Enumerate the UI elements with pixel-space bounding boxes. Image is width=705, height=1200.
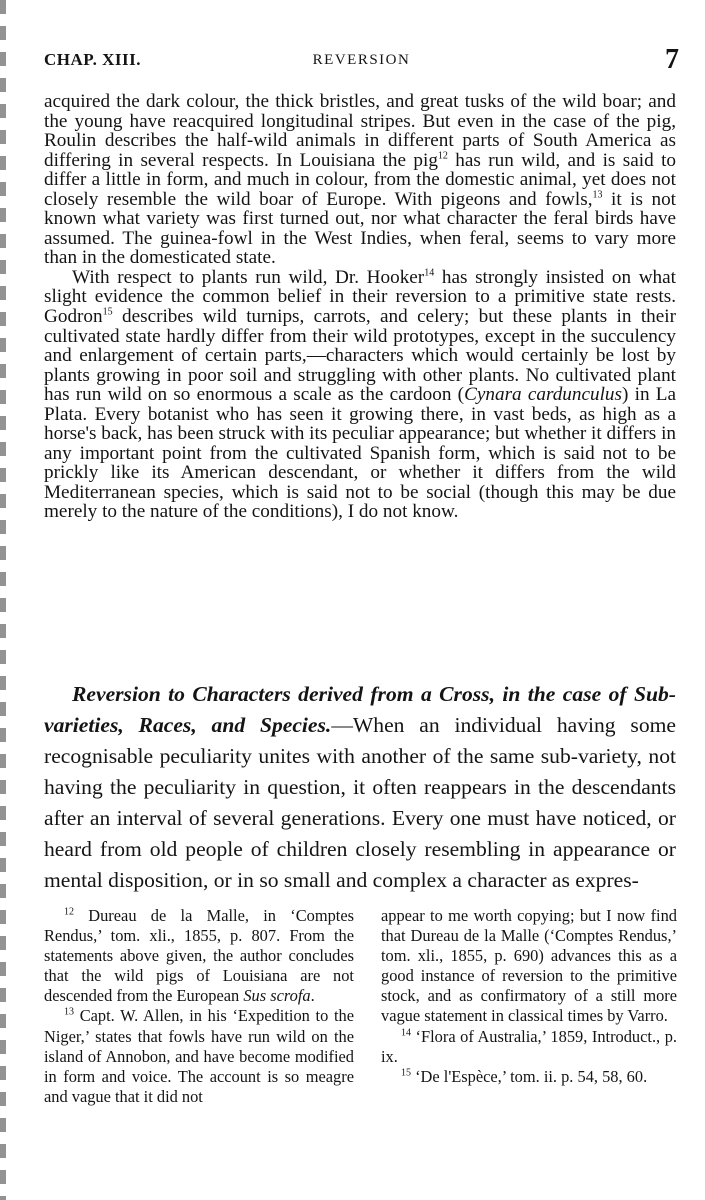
footnote-ref-12[interactable]: 12 xyxy=(437,150,448,162)
section-heading: Reversion to Characters derived from a Cross, in the case of Sub-varieties, Races, and Species. xyxy=(44,682,676,737)
p2-text-b: has strongly insisted on what slight evidence the common belief in their reversion to a primitive state rests. Godron xyxy=(44,266,676,328)
paragraph-3 xyxy=(44,679,676,896)
footnote-number: 12 xyxy=(64,906,74,918)
p3-text: —When an individual having some recognisable peculiarity unites with another of the same sub-variety, not having the peculiarity in question, it often reappears in the descendants after an interval of several generations. Every one must have noticed, or heard from old people of children closely resembling in appearance or mental disposition, or in so small and complex a character as expres- xyxy=(44,713,676,892)
p1-text-b: has run wild, and is said to differ a little in form, and much in colour, from the domestic animal, yet does not closely resemble the wild boar of Europe. With pigeons and fowls, xyxy=(44,149,676,210)
footnote-13-continued: appear to me worth copying; but I now find that Dureau de la Malle (‘Comptes Rendus,’ tom. xli., 1855, p. 690) advances this as a good instance of reversion to the primitive stock, and as confirmatory of a still more vague statement in classical times by Varro. xyxy=(381,906,677,1026)
footnote-12-end: . xyxy=(310,986,315,1006)
paragraph-1 xyxy=(44,92,676,268)
footnote-ref-15[interactable]: 15 xyxy=(102,306,113,318)
page-header xyxy=(44,44,679,78)
footnote-13-text: Capt. W. Allen, in his ‘Expedition to the Niger,’ states that fowls have run wild on the island of Annobon, and have become modified in form and voice. The account is so meagre and vague that it did not xyxy=(44,1006,354,1106)
p2-text-d: ) in La Plata. Every botanist who has seen it growing there, in vast beds, as high as a horse's back, has been struck with its peculiar appearance; but whether it differs in any important point from the cultivated Spanish form, which is said not to be prickly like its American descendant, or whether it differs from the wild Mediterranean species, which is said not to be social (though this may be due merely to the nature of the conditions), I do not know. xyxy=(44,384,676,523)
body-text-section-1 xyxy=(44,92,676,522)
footnote-14-text: ‘Flora of Australia,’ 1859, Introduct., p. ix. xyxy=(381,1026,677,1066)
footnote-12-italic: Sus scrofa xyxy=(243,986,311,1006)
p2-italic-species: Cynara cardunculus xyxy=(464,384,622,406)
footnote-number: 14 xyxy=(401,1027,411,1039)
footnote-13 xyxy=(44,1006,354,1106)
p1-text-c: it is not known what variety was first turned out, nor what character the feral birds have assumed. The guinea-fowl in the West Indies, when feral, seems to vary more than in the domesticated state. xyxy=(44,188,676,269)
footnotes-right-column xyxy=(381,906,677,1087)
p2-text-a: With respect to plants run wild, Dr. Hooker xyxy=(72,266,425,288)
chapter-label: CHAP. XIII. xyxy=(44,50,141,69)
page-number: 7 xyxy=(665,44,679,75)
footnote-15 xyxy=(381,1067,677,1087)
body-text-section-2 xyxy=(44,679,676,896)
p2-text-c: describes wild turnips, carrots, and celery; but these plants in their cultivated state hardly differ from their wild prototypes, except in the succulency and enlargement of certain parts,—characters which would certainly be lost by plants growing in poor soil and struggling with other plants. No cultivated plant has run wild on so enormous a scale as the cardoon ( xyxy=(44,306,676,406)
footnote-number: 13 xyxy=(64,1007,74,1018)
running-title: REVERSION xyxy=(312,52,411,68)
footnote-15-text: ‘De l'Espèce,’ tom. ii. p. 54, 58, 60. xyxy=(411,1066,648,1086)
footnote-ref-13[interactable]: 13 xyxy=(592,189,603,201)
footnote-12-text: Dureau de la Malle, in ‘Comptes Rendus,’ tom. xli., 1855, p. 807. From the statements above given, the author concludes that the wild pigs of Louisiana are not descended from the European xyxy=(44,906,354,1006)
p1-text-a: acquired the dark colour, the thick bristles, and great tusks of the wild boar; and the young have reacquired longitudinal stripes. But even in the case of the pig, Roulin describes the half-wild animals in different parts of South America as differing in several respects. In Louisiana the pig xyxy=(44,91,676,171)
paragraph-2 xyxy=(44,268,676,522)
footnotes-left-column xyxy=(44,906,354,1107)
footnote-12 xyxy=(44,906,354,1006)
footnote-ref-14[interactable]: 14 xyxy=(424,267,435,279)
footnote-number: 15 xyxy=(401,1067,411,1079)
binding-gutter xyxy=(0,0,6,1200)
footnote-14 xyxy=(381,1027,677,1067)
